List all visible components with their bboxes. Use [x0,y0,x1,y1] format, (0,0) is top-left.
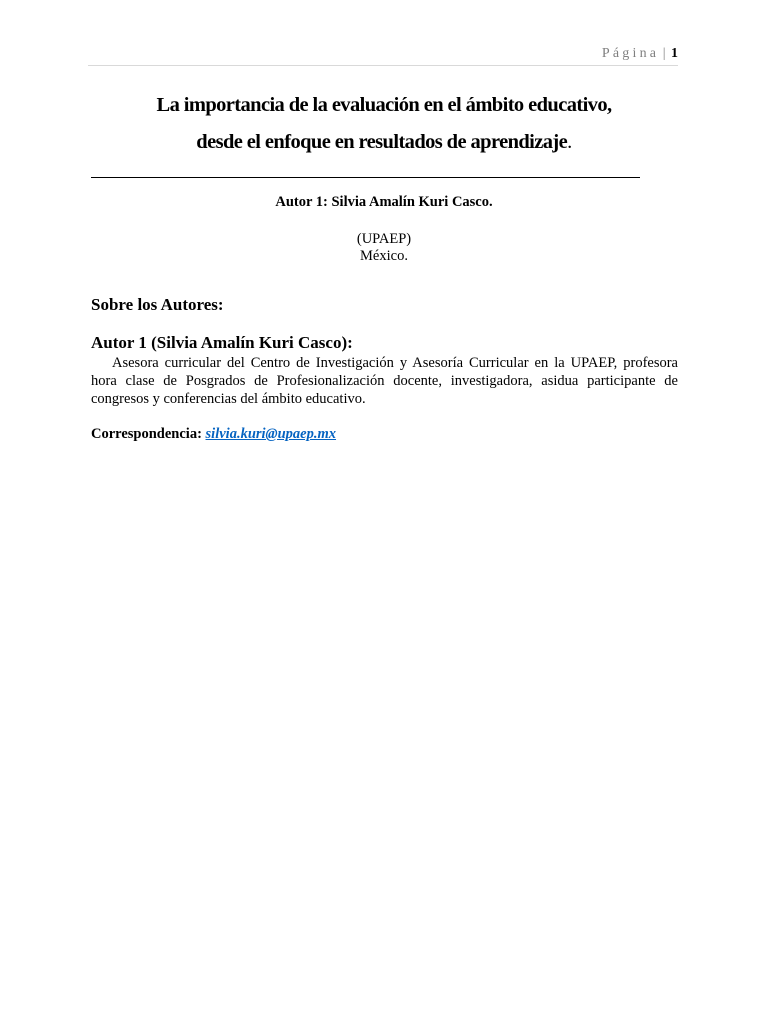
about-authors-heading: Sobre los Autores: [91,295,224,314]
correspondence-email-link[interactable]: silvia.kuri@upaep.mx [205,426,337,442]
author-1-heading: Autor 1 (Silvia Amalín Kuri Casco): [91,333,353,352]
correspondence-label: Correspondencia: [91,426,202,442]
page-number: 1 [671,46,678,61]
title-line-1: La importancia de la evaluación en el ámbito educativo, [156,94,612,116]
header-divider [88,65,678,66]
title-line-2-period: . [567,131,572,153]
correspondence [91,426,336,443]
author-country: México. [360,248,408,264]
page-label: Página [601,46,660,61]
title-line-2-text: desde el enfoque en resultados de aprendizaje [196,131,568,153]
title-divider [91,177,640,178]
title-line-2 [0,131,768,154]
author-line: Autor 1: Silvia Amalín Kuri Casco. [275,194,493,210]
page-separator: | [662,46,666,61]
author-institution: (UPAEP) [356,231,412,247]
page-header [602,46,678,62]
author-bio: Asesora curricular del Centro de Investigación y Asesoría Curricular en la UPAEP, profesora hora clase de Posgrados de Profesionalización docente, investigadora, asidua participante de congresos y conferencias del ámbito educativo. [91,355,678,407]
